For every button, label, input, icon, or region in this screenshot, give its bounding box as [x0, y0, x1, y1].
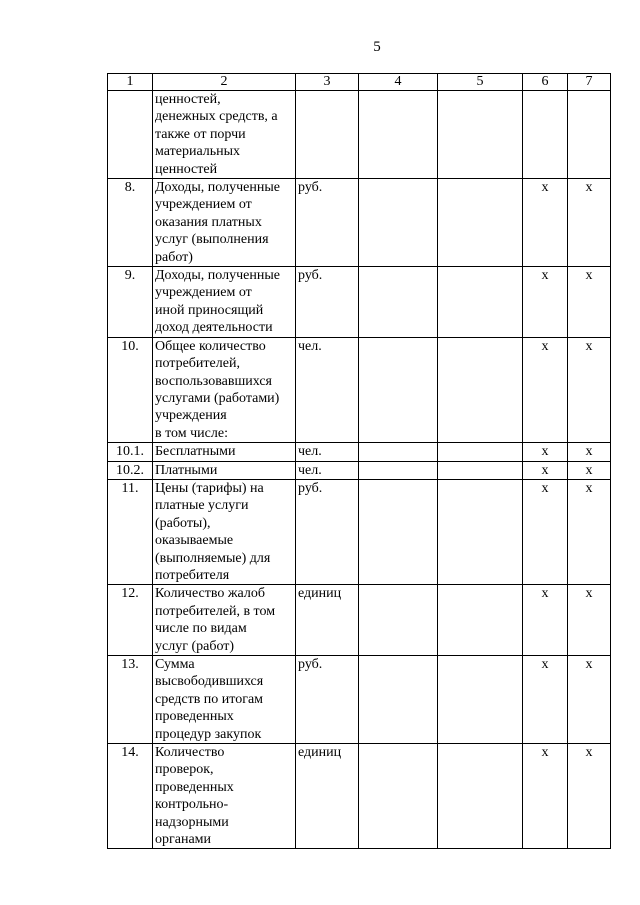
value-cell-6: [523, 91, 568, 179]
value-cell-7: x: [568, 443, 611, 461]
value-cell-4: [359, 744, 438, 849]
value-cell-4: [359, 179, 438, 267]
value-cell-7: x: [568, 461, 611, 479]
table-row: [108, 744, 611, 849]
header-cell: 6: [523, 74, 568, 91]
row-number-cell: 9.: [108, 267, 153, 338]
row-number-cell: 10.1.: [108, 443, 153, 461]
table-row: [108, 337, 611, 442]
value-cell-7: x: [568, 656, 611, 744]
indicator-name-cell: Количество жалоб потребителей, в том числе по видам услуг (работ): [153, 585, 296, 656]
row-number-cell: 12.: [108, 585, 153, 656]
row-number-cell: 11.: [108, 479, 153, 584]
value-cell-4: [359, 656, 438, 744]
unit-cell: чел.: [296, 443, 359, 461]
indicator-name-cell: Доходы, полученные учреждением от иной приносящий доход деятельности: [153, 267, 296, 338]
table-row: [108, 91, 611, 179]
row-number-cell: 10.: [108, 337, 153, 442]
value-cell-4: [359, 443, 438, 461]
indicator-name-cell: ценностей, денежных средств, а также от порчи материальных ценностей: [153, 91, 296, 179]
table-row: [108, 443, 611, 461]
value-cell-6: x: [523, 479, 568, 584]
value-cell-7: x: [568, 585, 611, 656]
indicator-name-cell: Доходы, полученные учреждением от оказания платных услуг (выполнения работ): [153, 179, 296, 267]
indicator-name-cell: Бесплатными: [153, 443, 296, 461]
value-cell-4: [359, 461, 438, 479]
indicator-name-cell: Сумма высвободившихся средств по итогам проведенных процедур закупок: [153, 656, 296, 744]
value-cell-5: [438, 267, 523, 338]
value-cell-6: x: [523, 443, 568, 461]
indicator-name-cell: Платными: [153, 461, 296, 479]
row-number-cell: [108, 91, 153, 179]
value-cell-4: [359, 267, 438, 338]
unit-cell: чел.: [296, 461, 359, 479]
value-cell-6: x: [523, 656, 568, 744]
value-cell-7: x: [568, 337, 611, 442]
unit-cell: чел.: [296, 337, 359, 442]
unit-cell: руб.: [296, 267, 359, 338]
unit-cell: руб.: [296, 479, 359, 584]
table-row: [108, 179, 611, 267]
unit-cell: руб.: [296, 179, 359, 267]
value-cell-5: [438, 443, 523, 461]
header-cell: 2: [153, 74, 296, 91]
value-cell-6: x: [523, 267, 568, 338]
value-cell-5: [438, 656, 523, 744]
value-cell-4: [359, 91, 438, 179]
unit-cell: [296, 91, 359, 179]
value-cell-5: [438, 585, 523, 656]
page-number: 5: [373, 39, 381, 55]
indicator-name-cell: Общее количество потребителей, воспользовавшихся услугами (работами) учреждения в том числе:: [153, 337, 296, 442]
indicator-name-cell: Цены (тарифы) на платные услуги (работы), оказываемые (выполняемые) для потребителя: [153, 479, 296, 584]
value-cell-7: x: [568, 479, 611, 584]
row-number-cell: 8.: [108, 179, 153, 267]
row-number-cell: 10.2.: [108, 461, 153, 479]
value-cell-4: [359, 337, 438, 442]
value-cell-5: [438, 337, 523, 442]
header-cell: 5: [438, 74, 523, 91]
row-number-cell: 13.: [108, 656, 153, 744]
value-cell-7: x: [568, 267, 611, 338]
value-cell-5: [438, 461, 523, 479]
table-row: [108, 267, 611, 338]
value-cell-5: [438, 179, 523, 267]
table-row: [108, 585, 611, 656]
indicator-name-cell: Количество проверок, проведенных контрольно- надзорными органами: [153, 744, 296, 849]
unit-cell: руб.: [296, 656, 359, 744]
value-cell-5: [438, 744, 523, 849]
value-cell-6: x: [523, 585, 568, 656]
header-cell: 4: [359, 74, 438, 91]
header-cell: 1: [108, 74, 153, 91]
table-row: [108, 656, 611, 744]
header-cell: 3: [296, 74, 359, 91]
unit-cell: единиц: [296, 744, 359, 849]
value-cell-4: [359, 585, 438, 656]
value-cell-6: x: [523, 337, 568, 442]
table-row: [108, 479, 611, 584]
table-row: [108, 461, 611, 479]
value-cell-6: x: [523, 744, 568, 849]
value-cell-7: x: [568, 744, 611, 849]
unit-cell: единиц: [296, 585, 359, 656]
value-cell-7: [568, 91, 611, 179]
value-cell-6: x: [523, 179, 568, 267]
header-cell: 7: [568, 74, 611, 91]
value-cell-7: x: [568, 179, 611, 267]
row-number-cell: 14.: [108, 744, 153, 849]
value-cell-5: [438, 91, 523, 179]
value-cell-5: [438, 479, 523, 584]
value-cell-6: x: [523, 461, 568, 479]
table-header-row: [108, 74, 611, 91]
report-table: [107, 73, 611, 849]
value-cell-4: [359, 479, 438, 584]
